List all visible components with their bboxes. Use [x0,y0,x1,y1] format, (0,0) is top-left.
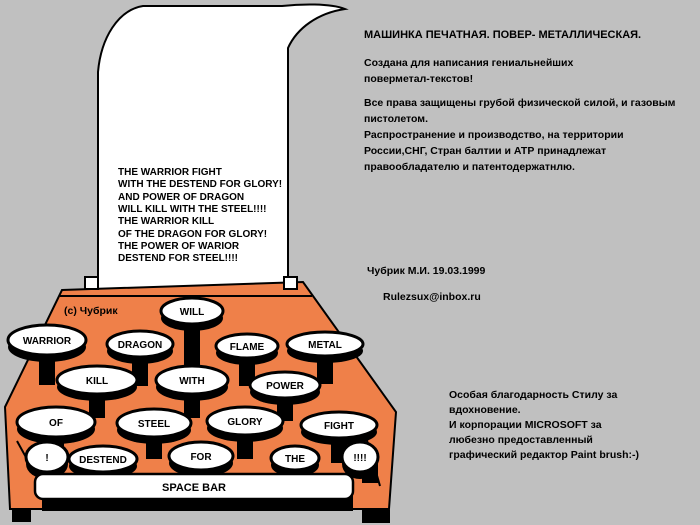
paper-text-line: WITH THE DESTEND FOR GLORY! [118,179,283,190]
key-label: FLAME [229,342,265,353]
key-label: DESTEND [79,455,127,466]
key-label: !!!! [353,453,367,464]
text-line: Распространение и производство, на территории [364,129,624,141]
key-for[interactable] [169,442,233,478]
paper-text-line: DESTEND FOR STEEL!!!! [118,253,238,264]
text-line: правообладателю и патентодержатнлю. [364,161,575,173]
text-line: Все права защищены грубой физической силой, и газовым [364,97,676,109]
paper-guide-left [85,277,98,289]
rights-block [364,95,675,175]
key-label: ! [45,453,49,464]
key-label: STEEL [137,419,171,430]
key-label: WITH [179,376,205,387]
text-line: пистолетом. [364,113,428,125]
body-copyright-label: (с) Чубрик [64,305,118,317]
paper-text-line: AND POWER OF DRAGON [118,192,245,203]
paper-text-line: THE WARRIOR KILL [118,216,215,227]
author-line: Чубрик М.И. 19.03.1999 [367,265,486,277]
paper-text-line: OF THE DRAGON FOR GLORY! [118,229,268,240]
thanks-block [449,388,639,463]
text-line: поверметал-текстов! [364,73,474,85]
text-line: Особая благодарность Стилу за [449,389,618,401]
space-bar-label: SPACE BAR [162,482,226,494]
key-label: DRAGON [117,340,163,351]
key-label: KILL [85,376,109,387]
text-line: И корпорации MICROSOFT за [449,419,602,431]
subtitle-block [364,55,573,87]
key-label: WILL [179,307,205,318]
email-line: Rulezsux@inbox.ru [383,291,481,303]
text-line: Создана для написания гениальнейших [364,57,574,69]
text-line: России,СНГ, Стран балтии и АТР принадлежат [364,145,607,157]
key-label: METAL [308,340,342,351]
key-label: THE [285,454,305,465]
page-title: МАШИНКА ПЕЧАТНАЯ. ПОВЕР- МЕТАЛЛИЧЕСКАЯ. [364,29,642,41]
key-label: FOR [190,452,212,463]
space-bar-key[interactable] [35,474,353,511]
text-line: графический редактор Paint brush:-) [449,449,639,461]
key-label: POWER [266,381,304,392]
text-line: вдохновение. [449,404,521,416]
text-line: любезно предоставленный [449,434,593,446]
paper-text-line: THE WARRIOR FIGHT [118,167,222,178]
key-label: FIGHT [324,421,354,432]
paper-guide-right [284,277,297,289]
paper-text-line: THE POWER OF WARIOR [118,241,240,252]
key-label: OF [49,418,63,429]
paper-text-line: WILL KILL WITH THE STEEL!!!! [118,204,267,215]
key-label: GLORY [227,417,263,428]
key-label: WARRIOR [22,336,72,347]
typewriter-foot [362,510,390,523]
typewriter-foot [12,509,31,522]
